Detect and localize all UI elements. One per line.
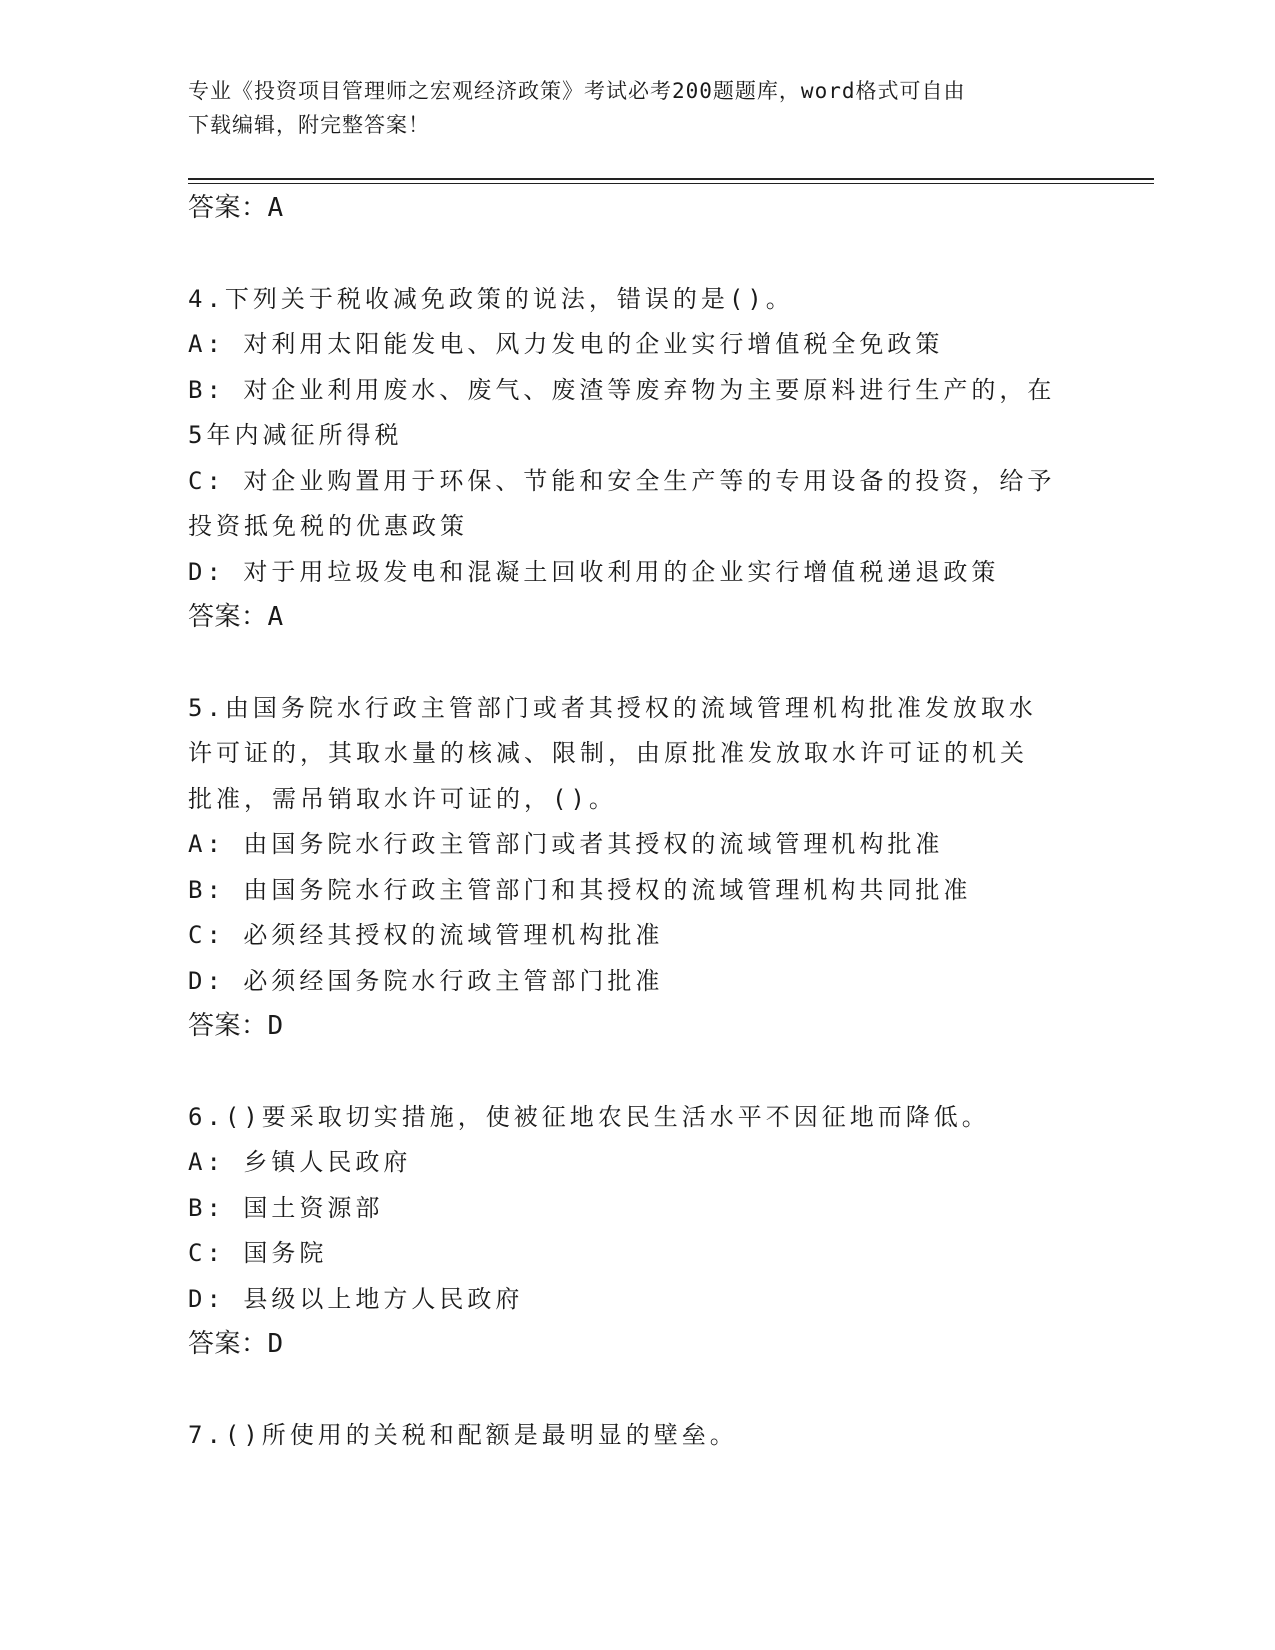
option-line: B: 国土资源部 — [188, 1193, 384, 1222]
answer-label: 答案： — [188, 1329, 268, 1359]
header-line-2: 下载编辑，附完整答案！ — [188, 113, 430, 137]
option-line: D: 必须经国务院水行政主管部门批准 — [188, 966, 664, 995]
option-line: C: 必须经其授权的流域管理机构批准 — [188, 921, 664, 949]
option-line: A: 乡镇人民政府 — [188, 1148, 412, 1176]
question-block — [188, 277, 1088, 641]
header-divider-thin — [188, 183, 1154, 184]
answer-line — [188, 1004, 1088, 1050]
answer-label: 答案： — [188, 1011, 268, 1041]
option-line: A: 对利用太阳能发电、风力发电的企业实行增值税全免政策 — [188, 330, 944, 358]
question-stem-line: 5.由国务院水行政主管部门或者其授权的流域管理机构批准发放取水 — [188, 693, 1037, 722]
answer-line — [188, 595, 1088, 641]
question-block — [188, 1413, 1088, 1459]
answer-value: D — [267, 1329, 284, 1359]
option-line: B: 由国务院水行政主管部门和其授权的流域管理机构共同批准 — [188, 875, 972, 904]
option-line: D: 县级以上地方人民政府 — [188, 1284, 524, 1313]
question-stem-line: 4.下列关于税收减免政策的说法，错误的是()。 — [188, 284, 794, 313]
option-line: A: 由国务院水行政主管部门或者其授权的流域管理机构批准 — [188, 830, 944, 858]
document-body — [188, 186, 1088, 1503]
option-line: C: 国务院 — [188, 1239, 328, 1267]
question-stem-line: 7.()所使用的关税和配额是最明显的壁垒。 — [188, 1420, 738, 1449]
question-stem-line: 6.()要采取切实措施，使被征地农民生活水平不因征地而降低。 — [188, 1102, 990, 1131]
header-line-1: 专业《投资项目管理师之宏观经济政策》考试必考200题题库，word格式可自由 — [188, 79, 966, 103]
document-header — [188, 74, 1088, 142]
question-block — [188, 686, 1088, 1050]
answer-value: A — [267, 193, 284, 223]
answer-label: 答案： — [188, 193, 268, 223]
option-line: 投资抵免税的优惠政策 — [188, 512, 468, 540]
option-line: 5年内减征所得税 — [188, 421, 403, 449]
header-divider-thick — [188, 178, 1154, 180]
option-line: D: 对于用垃圾发电和混凝土回收利用的企业实行增值税递退政策 — [188, 557, 1000, 586]
answer-line — [188, 1322, 1088, 1368]
question-stem-line: 批准，需吊销取水许可证的，()。 — [188, 784, 617, 813]
answer-label: 答案： — [188, 602, 268, 632]
option-line: B: 对企业利用废水、废气、废渣等废弃物为主要原料进行生产的，在 — [188, 375, 1056, 404]
option-line: C: 对企业购置用于环保、节能和安全生产等的专用设备的投资，给予 — [188, 466, 1056, 495]
answer-value: A — [267, 602, 284, 632]
answer-value: D — [267, 1011, 284, 1041]
question-block — [188, 1095, 1088, 1368]
answer-line — [188, 186, 1088, 232]
question-stem-line: 许可证的，其取水量的核减、限制，由原批准发放取水许可证的机关 — [188, 739, 1028, 767]
